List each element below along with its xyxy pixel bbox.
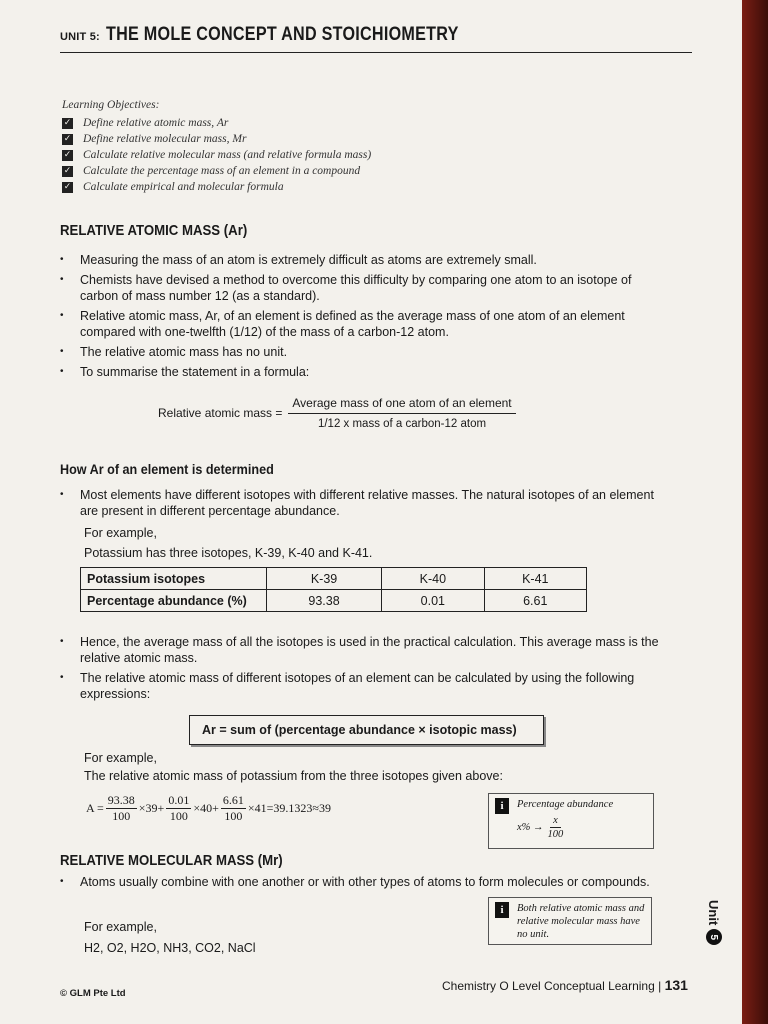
list-item: • The relative atomic mass has no unit. [60,345,288,359]
copyright: © GLM Pte Ltd [60,988,126,999]
unit-title: THE MOLE CONCEPT AND STOICHIOMETRY [105,24,459,45]
objectives-title: Learning Objectives: [62,99,160,111]
checkbox-icon: ✓ [63,134,72,144]
list-item: • Most elements have different isotopes with different relative masses. The natural isotopes of an element are present in different percentage abundance. [60,488,654,518]
calc-fraction: $\frac{6.61}{100}$ [222,793,244,823]
book-spine [742,0,768,1024]
table-cell: 6.61 [484,590,586,612]
side-unit-tab: Unit 5 [706,900,722,945]
potassium-calculation: A = $\frac{93.38}{100}$ ×39+ $\frac{0.01}{100}$ ×40+ $\frac{6.61}{100}$ ×41=39.1323≈39 [86,793,331,823]
objective-item: ✓ Calculate empirical and molecular formula [63,181,284,193]
potassium-calc-intro: The relative atomic mass of potassium from the three isotopes given above: [84,769,503,783]
checkbox-icon: ✓ [63,118,72,128]
checkbox-icon: ✓ [63,150,72,160]
list-item: • Relative atomic mass, Ar, of an element is defined as the average mass of one atom of an element compared with one-twelfth (1/12) of the mass of a carbon-12 atom. [60,309,625,339]
ram-bullets [60,252,660,384]
ar-expression-box: Ar = sum of (percentage abundance × isotopic mass) [189,715,544,745]
for-example-label-2: For example, [84,751,157,765]
unit-circle: 5 [706,929,722,945]
checkbox-icon: ✓ [63,182,72,192]
note-no-unit: i Both relative atomic mass and relative molecular mass have no unit. [488,897,652,945]
unit-number: UNIT 5: [60,31,100,43]
table-cell: Potassium isotopes [81,568,267,590]
how-bullets [60,487,660,523]
book-title-footer: Chemistry O Level Conceptual Learning | 131 [442,977,688,993]
info-icon: i [495,798,509,814]
formula-lhs: Relative atomic mass = [158,406,283,420]
table-cell: K-41 [484,568,586,590]
page-number: 131 [664,977,688,993]
for-example-label: For example, [84,526,157,540]
table-cell: K-40 [382,568,484,590]
info-icon: i [495,902,509,918]
list-item: • The relative atomic mass of different isotopes of an element can be calculated by using the following expressions: [60,671,635,701]
rmm-heading: RELATIVE MOLECULAR MASS (Mr) [60,852,283,869]
list-item: • Chemists have devised a method to overcome this difficulty by comparing one atom to an isotope of carbon of mass number 12 (as a standard). [60,273,632,303]
list-item: • Hence, the average mass of all the isotopes is used in the practical calculation. This average mass is the relative atomic mass. [60,635,659,665]
note-percentage-abundance: i Percentage abundance x% → x 100 [488,793,654,849]
formula-numerator: Average mass of one atom of an element [288,396,515,414]
table-cell: Percentage abundance (%) [81,590,267,612]
unit-header [60,24,521,46]
formula-denominator: 1/12 x mass of a carbon-12 atom [317,418,487,430]
potassium-line: Potassium has three isotopes, K-39, K-40 and K-41. [84,546,373,560]
for-example-label-3: For example, [84,920,157,934]
how-heading: How Ar of an element is determined [60,461,274,477]
header-rule [60,52,692,53]
objective-item: ✓ Define relative atomic mass, Ar [63,117,229,129]
table-cell: 93.38 [267,590,382,612]
molecule-examples: H2, O2, H2O, NH3, CO2, NaCl [84,941,256,955]
objective-item: ✓ Define relative molecular mass, Mr [63,133,247,145]
objective-item: ✓ Calculate the percentage mass of an element in a compound [63,165,361,177]
calc-fraction: $\frac{0.01}{100}$ [168,793,190,823]
ram-heading: RELATIVE ATOMIC MASS (Ar) [60,222,248,239]
table-row [81,568,587,590]
objective-item: ✓ Calculate relative molecular mass (and relative formula mass) [63,149,372,161]
list-item: • Atoms usually combine with one another or with other types of atoms to form molecules or compounds. [60,875,650,889]
list-item: • Measuring the mass of an atom is extremely difficult as atoms are extremely small. [60,253,537,267]
how-bullets-2 [60,634,660,706]
ram-formula [158,396,516,430]
table-cell: K-39 [267,568,382,590]
list-item: • To summarise the statement in a formula: [60,365,310,379]
isotope-table [80,567,587,612]
calc-fraction: $\frac{93.38}{100}$ [107,793,135,823]
table-cell: 0.01 [382,590,484,612]
learning-objectives [62,99,371,195]
table-row [81,590,587,612]
formula-fraction [288,396,515,430]
rmm-bullets [60,874,650,894]
checkbox-icon: ✓ [63,166,72,176]
